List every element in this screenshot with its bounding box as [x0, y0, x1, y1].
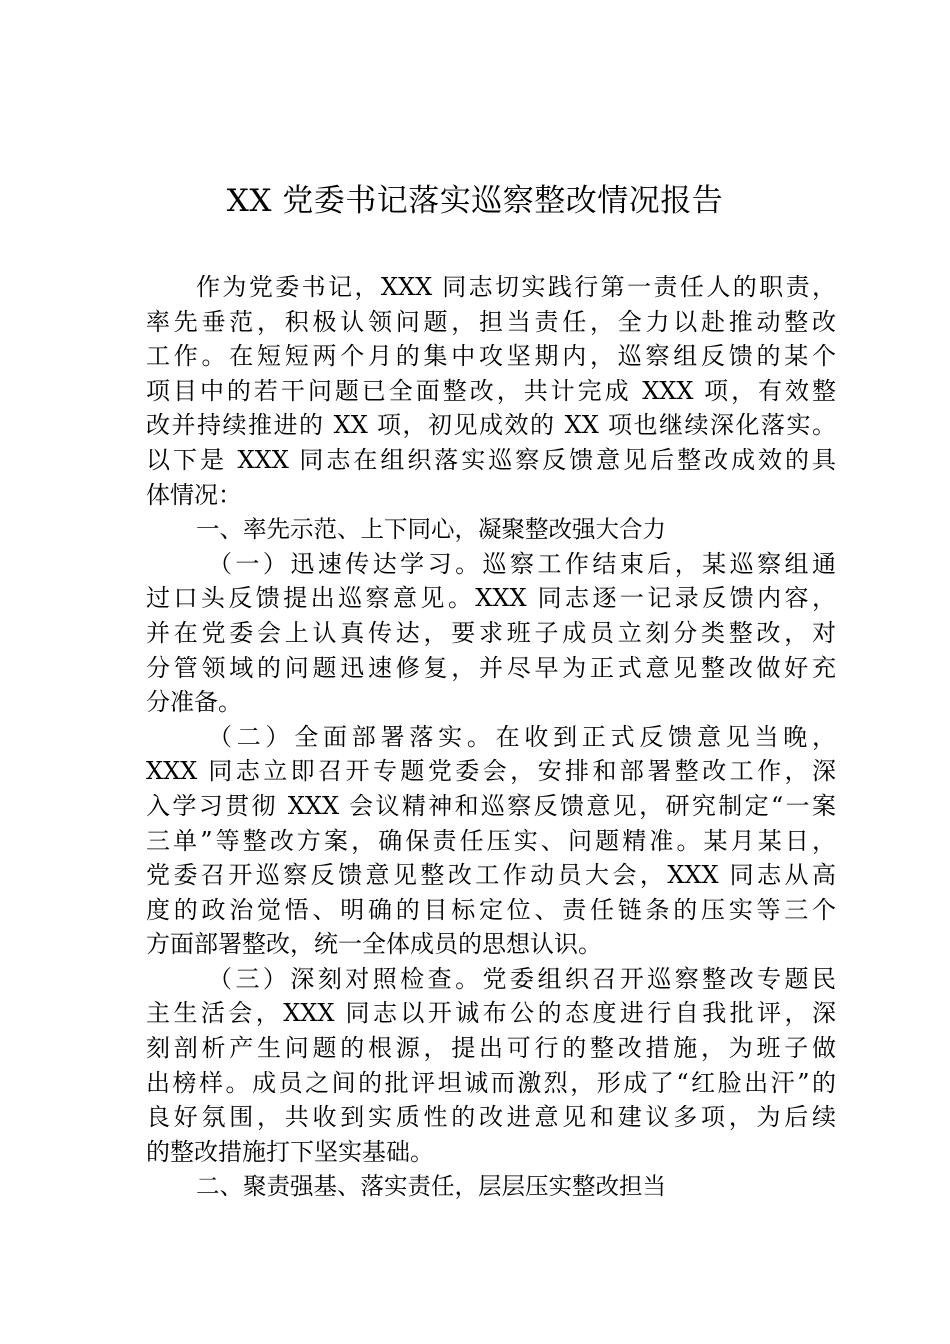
paragraph-line: 体情况： — [146, 480, 242, 509]
paragraph-line: （三）深刻对照检查。党委组织召开巡察整改专题民 — [208, 964, 836, 993]
paragraph-line: 出榜样。成员之间的批评坦诚而激烈，形成了“红脸出汗”的 — [146, 1068, 836, 1097]
paragraph-line: 项目中的若干问题已全面整改，共计完成 XXX 项，有效整 — [146, 376, 836, 405]
paragraph-line: 改并持续推进的 XX 项，初见成效的 XX 项也继续深化落实。 — [146, 411, 836, 440]
paragraph-line: 分准备。 — [146, 688, 242, 717]
paragraph-line: 的整改措施打下坚实基础。 — [146, 1137, 434, 1166]
paragraph-line: 三单”等整改方案，确保责任压实、问题精准。某月某日， — [146, 826, 836, 855]
paragraph-line: 以下是 XXX 同志在组织落实巡察反馈意见后整改成效的具 — [146, 445, 836, 474]
paragraph-line: 率先垂范，积极认领问题，担当责任，全力以赴推动整改 — [146, 307, 836, 336]
section-heading-2: 二、聚责强基、落实责任，层层压实整改担当 — [196, 1172, 666, 1201]
paragraph-line: （二）全面部署落实。在收到正式反馈意见当晚， — [208, 722, 836, 751]
paragraph-line: 工作。在短短两个月的集中攻坚期内，巡察组反馈的某个 — [146, 342, 836, 371]
paragraph-line: 并在党委会上认真传达，要求班子成员立刻分类整改，对 — [146, 618, 836, 647]
document-title: XX 党委书记落实巡察整改情况报告 — [226, 183, 724, 219]
document-body — [146, 270, 836, 1204]
section-heading-1: 一、率先示范、上下同心，凝聚整改强大合力 — [196, 515, 666, 544]
paragraph-line: XXX 同志立即召开专题党委会，安排和部署整改工作，深 — [146, 757, 836, 786]
paragraph-line: 分管领域的问题迅速修复，并尽早为正式意见整改做好充 — [146, 653, 836, 682]
paragraph-line: （一）迅速传达学习。巡察工作结束后，某巡察组通 — [208, 549, 836, 578]
paragraph-line: 良好氛围，共收到实质性的改进意见和建议多项，为后续 — [146, 1103, 836, 1132]
paragraph-line: 入学习贯彻 XXX 会议精神和巡察反馈意见，研究制定“一案 — [146, 791, 836, 820]
paragraph-line: 刻剖析产生问题的根源，提出可行的整改措施，为班子做 — [146, 1034, 836, 1063]
paragraph-line: 主生活会，XXX 同志以开诚布公的态度进行自我批评，深 — [146, 999, 836, 1028]
paragraph-line: 党委召开巡察反馈意见整改工作动员大会，XXX 同志从高 — [146, 861, 836, 890]
paragraph-line: 方面部署整改，统一全体成员的思想认识。 — [146, 930, 602, 959]
paragraph-line: 作为党委书记，XXX 同志切实践行第一责任人的职责， — [196, 273, 836, 301]
paragraph-line: 过口头反馈提出巡察意见。XXX 同志逐一记录反馈内容， — [146, 584, 836, 613]
paragraph-line: 度的政治觉悟、明确的目标定位、责任链条的压实等三个 — [146, 895, 836, 924]
